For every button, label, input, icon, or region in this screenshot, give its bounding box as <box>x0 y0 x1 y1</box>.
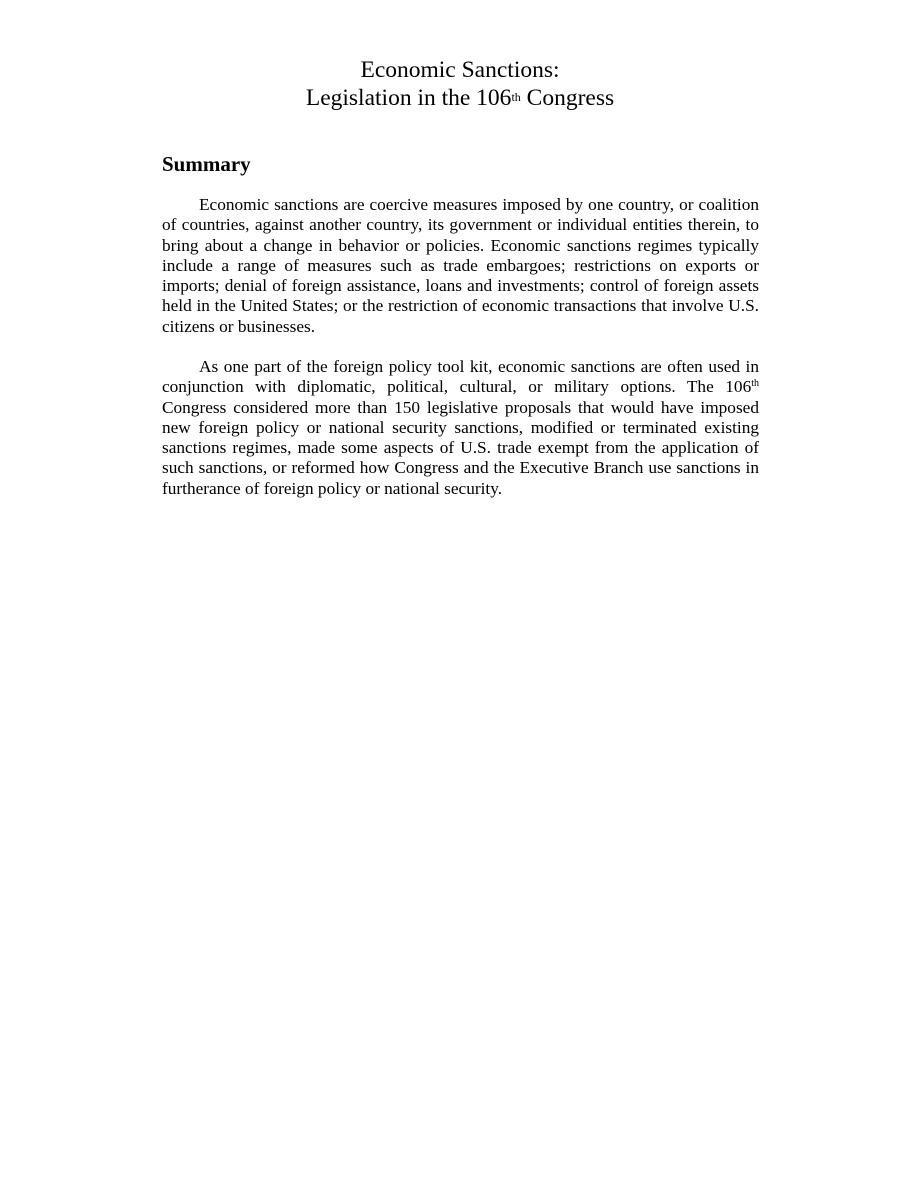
page-title <box>0 56 920 112</box>
summary-paragraph-1: Economic sanctions are coercive measures imposed by one country, or coalition of countries, against another country, its government or individual entities therein, to bring about a change in behavior or policies. Economic sanctions regimes typically include a range of measures such as trade embargoes; restrictions on exports or imports; denial of foreign assistance, loans and investments; control of foreign assets held in the United States; or the restriction of economic transactions that involve U.S. citizens or businesses. <box>162 195 759 336</box>
paragraph-2-end: Congress considered more than 150 legislative proposals that would have imposed new foreign policy or national security sanctions, modified or terminated existing sanctions regimes, made some aspects of U.S. trade exempt from the application of such sanctions, or reformed how Congress and the Executive Branch use sanctions in furtherance of foreign policy or national security. <box>162 397 759 498</box>
paragraph-2-ordinal-suffix: th <box>751 378 759 390</box>
summary-heading: Summary <box>162 152 251 176</box>
title-line-1: Economic Sanctions: <box>360 57 560 83</box>
title-ordinal-suffix: th <box>511 90 521 104</box>
title-line-2-end: Congress <box>520 85 615 111</box>
paragraph-2-start: As one part of the foreign policy tool kit, economic sanctions are often used in conjunction with diplomatic, political, cultural, or military options. The 106 <box>162 357 759 397</box>
title-line-2 <box>306 85 614 111</box>
title-line-2-text: Legislation in the 106 <box>305 85 512 111</box>
summary-paragraph-2 <box>162 357 759 499</box>
